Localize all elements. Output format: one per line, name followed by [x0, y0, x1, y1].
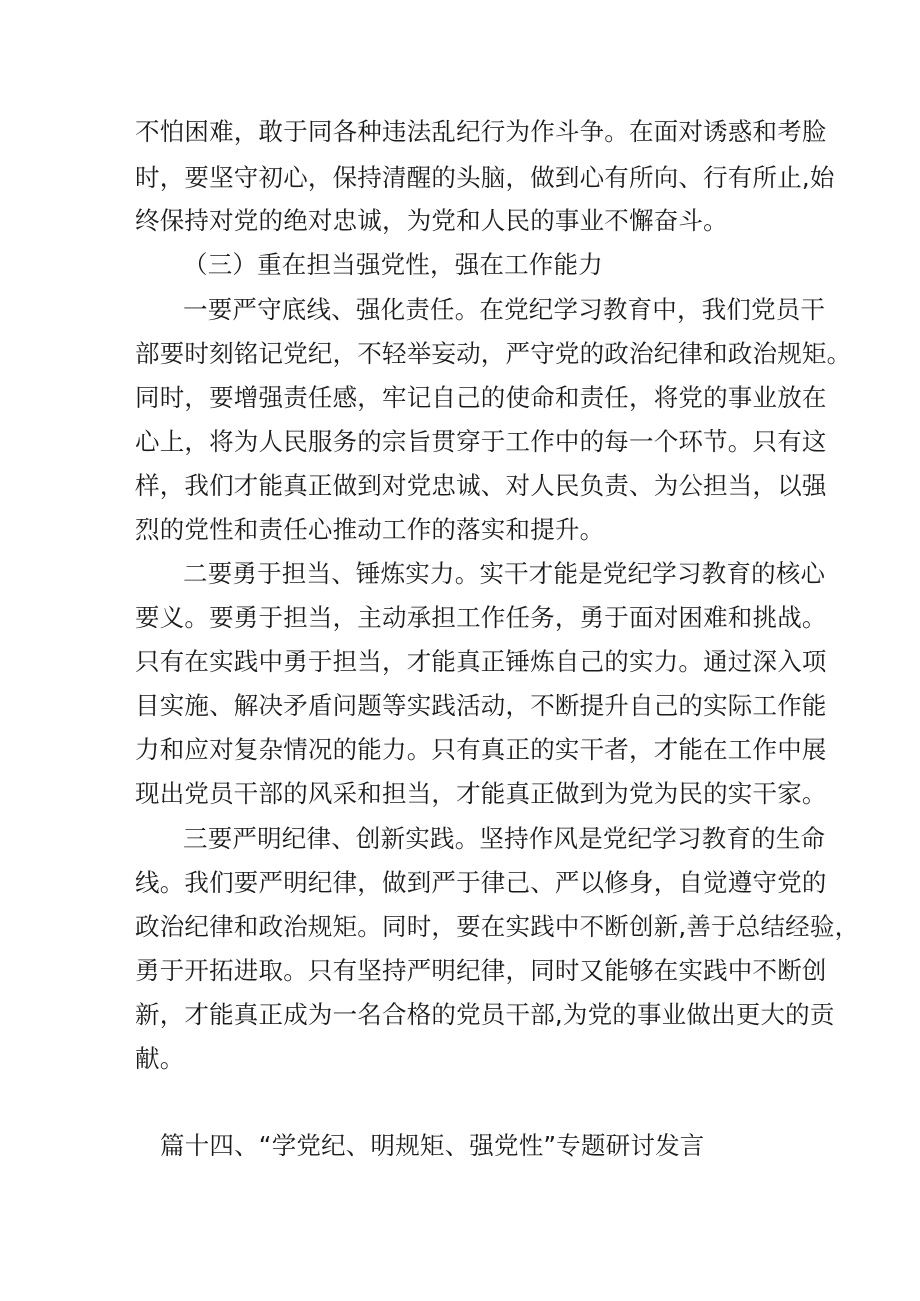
body-line: 部要时刻铭记党纪，不轻举妄动，严守党的政治纪律和政治规矩。 — [135, 339, 852, 368]
body-line: 样，我们才能真正做到对党忠诚、对人民负责、为公担当，以强 — [135, 471, 827, 500]
body-line: 时，要坚守初心，保持清醒的头脑，做到心有所向、行有所止,始 — [135, 163, 835, 192]
body-line: 烈的党性和责任心推动工作的落实和提升。 — [135, 515, 605, 544]
body-line: 线。我们要严明纪律，做到严于律己、严以修身，自觉遵守党的 — [135, 868, 827, 897]
paragraph-first-line: 三要严明纪律、创新实践。坚持作风是党纪学习教育的生命 — [183, 824, 826, 853]
body-line: 不怕困难，敢于同各种违法乱纪行为作斗争。在面对诱惑和考脸 — [135, 117, 827, 146]
chapter-heading: 篇十四、“学党纪、明规矩、强党性”专题研讨发言 — [160, 1131, 705, 1160]
body-line: 目实施、解决矛盾问题等实践活动，不断提升自己的实际工作能 — [135, 691, 827, 720]
body-line: 只有在实践中勇于担当，才能真正锤炼自己的实力。通过深入项 — [135, 647, 827, 676]
body-line: 新，才能真正成为一名合格的党员干部,为党的事业做出更大的贡 — [135, 1000, 835, 1029]
paragraph-first-line: 一要严守底线、强化责任。在党纪学习教育中，我们党员干 — [183, 295, 826, 324]
body-line: 勇于开拓进取。只有坚持严明纪律，同时又能够在实践中不断创 — [135, 956, 827, 985]
body-line: 要义。要勇于担当，主动承担工作任务，勇于面对困难和挑战。 — [135, 603, 827, 632]
body-line: 终保持对党的绝对忠诚，为党和人民的事业不懈奋斗。 — [135, 206, 728, 235]
section-heading: （三）重在担当强党性，强在工作能力 — [183, 250, 603, 279]
body-line: 心上，将为人民服务的宗旨贯穿于工作中的每一个环节。只有这 — [135, 427, 827, 456]
body-line: 政治纪律和政治规矩。同时，要在实践中不断创新,善于总结经验， — [135, 912, 860, 941]
paragraph-first-line: 二要勇于担当、锤炼实力。实干才能是党纪学习教育的核心 — [183, 559, 826, 588]
body-line: 献。 — [135, 1044, 185, 1073]
body-line: 现出党员干部的风采和担当，才能真正做到为党为民的实干家。 — [135, 779, 827, 808]
body-line: 力和应对复杂情况的能力。只有真正的实干者，才能在工作中展 — [135, 735, 827, 764]
body-line: 同时，要增强责任感，牢记自己的使命和责任，将党的事业放在 — [135, 383, 827, 412]
